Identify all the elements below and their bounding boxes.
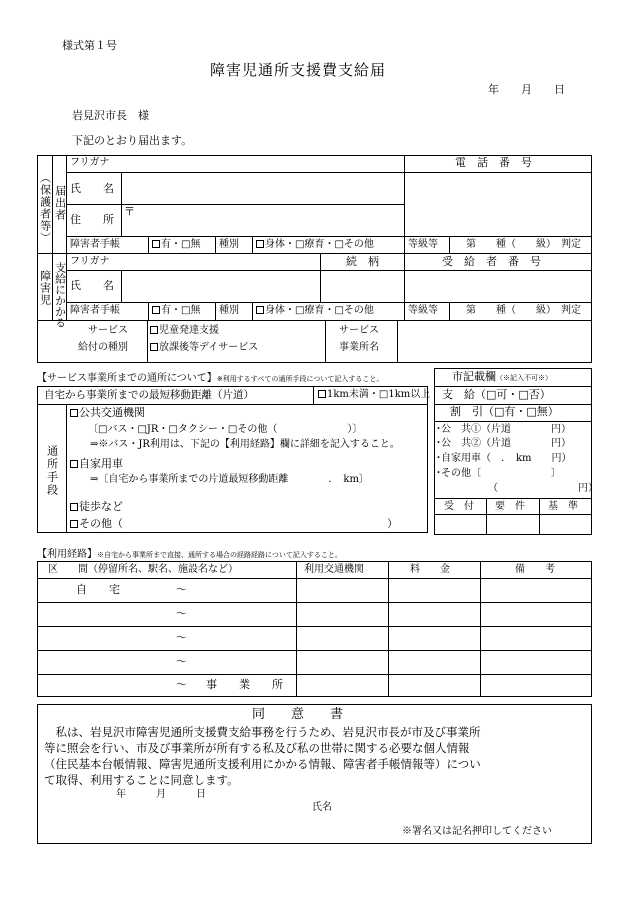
checkbox-icon[interactable]: [70, 409, 78, 417]
service-opt-child-dev[interactable]: 児童発達支援: [150, 325, 219, 337]
checkbox-icon[interactable]: [70, 503, 78, 511]
city-use-heading: 市記載欄（※記入不可※）: [452, 370, 552, 383]
child-sublabel: 支給にかかる: [53, 262, 67, 328]
public-options[interactable]: 〔□バス・□JR・□タクシー・□その他（ ）〕: [88, 424, 363, 435]
checkbox-icon[interactable]: [256, 306, 264, 314]
means-other[interactable]: その他（ ）: [70, 518, 398, 531]
applicant-label: 届出者: [53, 185, 67, 221]
public-note: ⇒※バス・JR利用は、下記の【利用経路】欄に詳細を記入すること。: [90, 439, 400, 450]
office-label-2: 事業所名: [339, 342, 379, 353]
child-name-label: 氏 名: [70, 279, 114, 292]
checkbox-icon[interactable]: [70, 520, 78, 528]
route-tilde: ～: [176, 678, 187, 691]
consent-signature-note: ※署名又は記名押印してください: [402, 826, 552, 837]
applicant-handbook-label: 障害者手帳: [70, 239, 120, 250]
service-opt-after-school[interactable]: 放課後等デイサービス: [150, 342, 258, 354]
intro-text: 下記のとおり届出ます。: [72, 134, 193, 147]
means-car[interactable]: 自家用車: [70, 458, 123, 471]
service-type-label-1: サービス: [88, 325, 128, 336]
applicant-address-label: 住 所: [70, 213, 114, 226]
city-col-requirement: 要 件: [495, 501, 525, 512]
phone-header: 電 話 番 号: [455, 156, 532, 169]
consent-line-1: 私は、岩見沢市障害児通所支援費支給事務を行うため、岩見沢市長が市及び事業所: [44, 725, 481, 739]
route-tilde: ～: [176, 655, 187, 668]
consent-name-label: 氏名: [312, 802, 332, 813]
city-col-received: 受 付: [444, 501, 474, 512]
page-title: 障害児通所支援費支給届: [210, 61, 387, 79]
service-type-label-2: 給付の種別: [78, 342, 128, 353]
form-number: 様式第１号: [62, 39, 117, 52]
checkbox-icon[interactable]: [318, 390, 326, 398]
submission-date[interactable]: 年 月 日: [488, 83, 565, 96]
consent-line-4: て取得、利用することに同意します。: [44, 773, 239, 787]
route-col-fare: 料 金: [410, 564, 450, 575]
child-type-label: 種別: [219, 305, 239, 316]
means-public[interactable]: 公共交通機関: [70, 407, 145, 420]
means-label: 通所手段: [45, 445, 59, 497]
route-home: 自 宅: [76, 583, 120, 596]
checkbox-icon[interactable]: [70, 460, 78, 468]
consent-line-2: 等に照会を行い、市及び事業所が所有する私及び私の世帯に関する必要な個人情報: [44, 741, 470, 755]
checkbox-icon[interactable]: [256, 240, 264, 248]
consent-date[interactable]: 年 月 日: [116, 789, 206, 800]
route-tilde: ～: [176, 583, 187, 596]
addressee: 岩見沢市長 様: [72, 109, 149, 122]
child-handbook-label: 障害者手帳: [70, 305, 120, 316]
means-walk[interactable]: 徒歩など: [70, 501, 123, 514]
route-tilde: ～: [176, 607, 187, 620]
applicant-grade-value[interactable]: 第 種（ 級） 判定: [466, 239, 581, 250]
commute-heading: 【サービス事業所までの通所について】※利用するすべての通所手段について記入すること。: [37, 373, 384, 384]
city-discount: 割 引（□有・□無）: [450, 405, 559, 418]
route-table: [37, 561, 592, 697]
guardian-label: （保護者等）: [38, 172, 52, 244]
child-grade-value[interactable]: 第 種（ 級） 判定: [466, 305, 581, 316]
child-label: 障害児: [38, 270, 52, 306]
child-handbook-yesno[interactable]: 有・□無: [152, 305, 200, 317]
route-heading: 【利用経路】※自宅から事業所まで直接、通所する場合の経路経路について記入すること。: [37, 549, 342, 560]
postal-mark: 〒: [124, 205, 135, 218]
checkbox-icon[interactable]: [150, 343, 158, 351]
applicant-name-label: 氏 名: [70, 182, 114, 195]
car-note[interactable]: ⇒〔自宅から事業所までの片道最短移動距離 ． km〕: [90, 474, 369, 485]
recipient-no-header: 受 給 者 番 号: [442, 255, 541, 268]
checkbox-icon[interactable]: [152, 240, 160, 248]
checkbox-icon[interactable]: [152, 306, 160, 314]
city-col-standard: 基 準: [548, 501, 578, 512]
city-line-2: ･公 共②（片道 円）: [436, 438, 571, 449]
route-col-notes: 備 考: [515, 564, 555, 575]
route-col-transport: 利用交通機関: [304, 564, 364, 575]
applicant-grade-label: 等級等: [408, 239, 438, 250]
city-line-5: （ 円）: [488, 483, 598, 494]
route-office: 事 業 所: [206, 678, 283, 691]
city-line-3: ･自家用車（ ． km 円）: [436, 453, 572, 464]
distance-label: 自宅から事業所までの最短移動距離（片道）: [44, 389, 254, 401]
relation-header: 続 柄: [346, 255, 379, 268]
distance-options[interactable]: 1km未満・□1km以上: [318, 389, 430, 401]
applicant-types[interactable]: 身体・□療育・□その他: [256, 239, 374, 251]
child-types[interactable]: 身体・□療育・□その他: [256, 305, 374, 317]
applicant-handbook-yesno[interactable]: 有・□無: [152, 239, 200, 251]
office-label-1: サービス: [339, 325, 379, 336]
child-furigana-label: フリガナ: [70, 256, 110, 267]
applicant-furigana-label: フリガナ: [70, 157, 110, 168]
city-line-4: ･その他〔 〕: [436, 468, 561, 479]
consent-line-3: （住民基本台帳情報、障害児通所支援利用にかかる情報、障害者手帳情報等）につい: [44, 757, 481, 771]
city-line-1: ･公 共①（片道 円）: [436, 424, 571, 435]
route-tilde: ～: [176, 631, 187, 644]
child-grade-label: 等級等: [408, 305, 438, 316]
city-payment: 支 給（□可・□否）: [442, 388, 551, 401]
consent-title: 同 意 書: [252, 707, 344, 722]
checkbox-icon[interactable]: [150, 326, 158, 334]
applicant-type-label: 種別: [219, 239, 239, 250]
route-col-section: 区 間（停留所名、駅名、施設名など）: [48, 564, 238, 575]
